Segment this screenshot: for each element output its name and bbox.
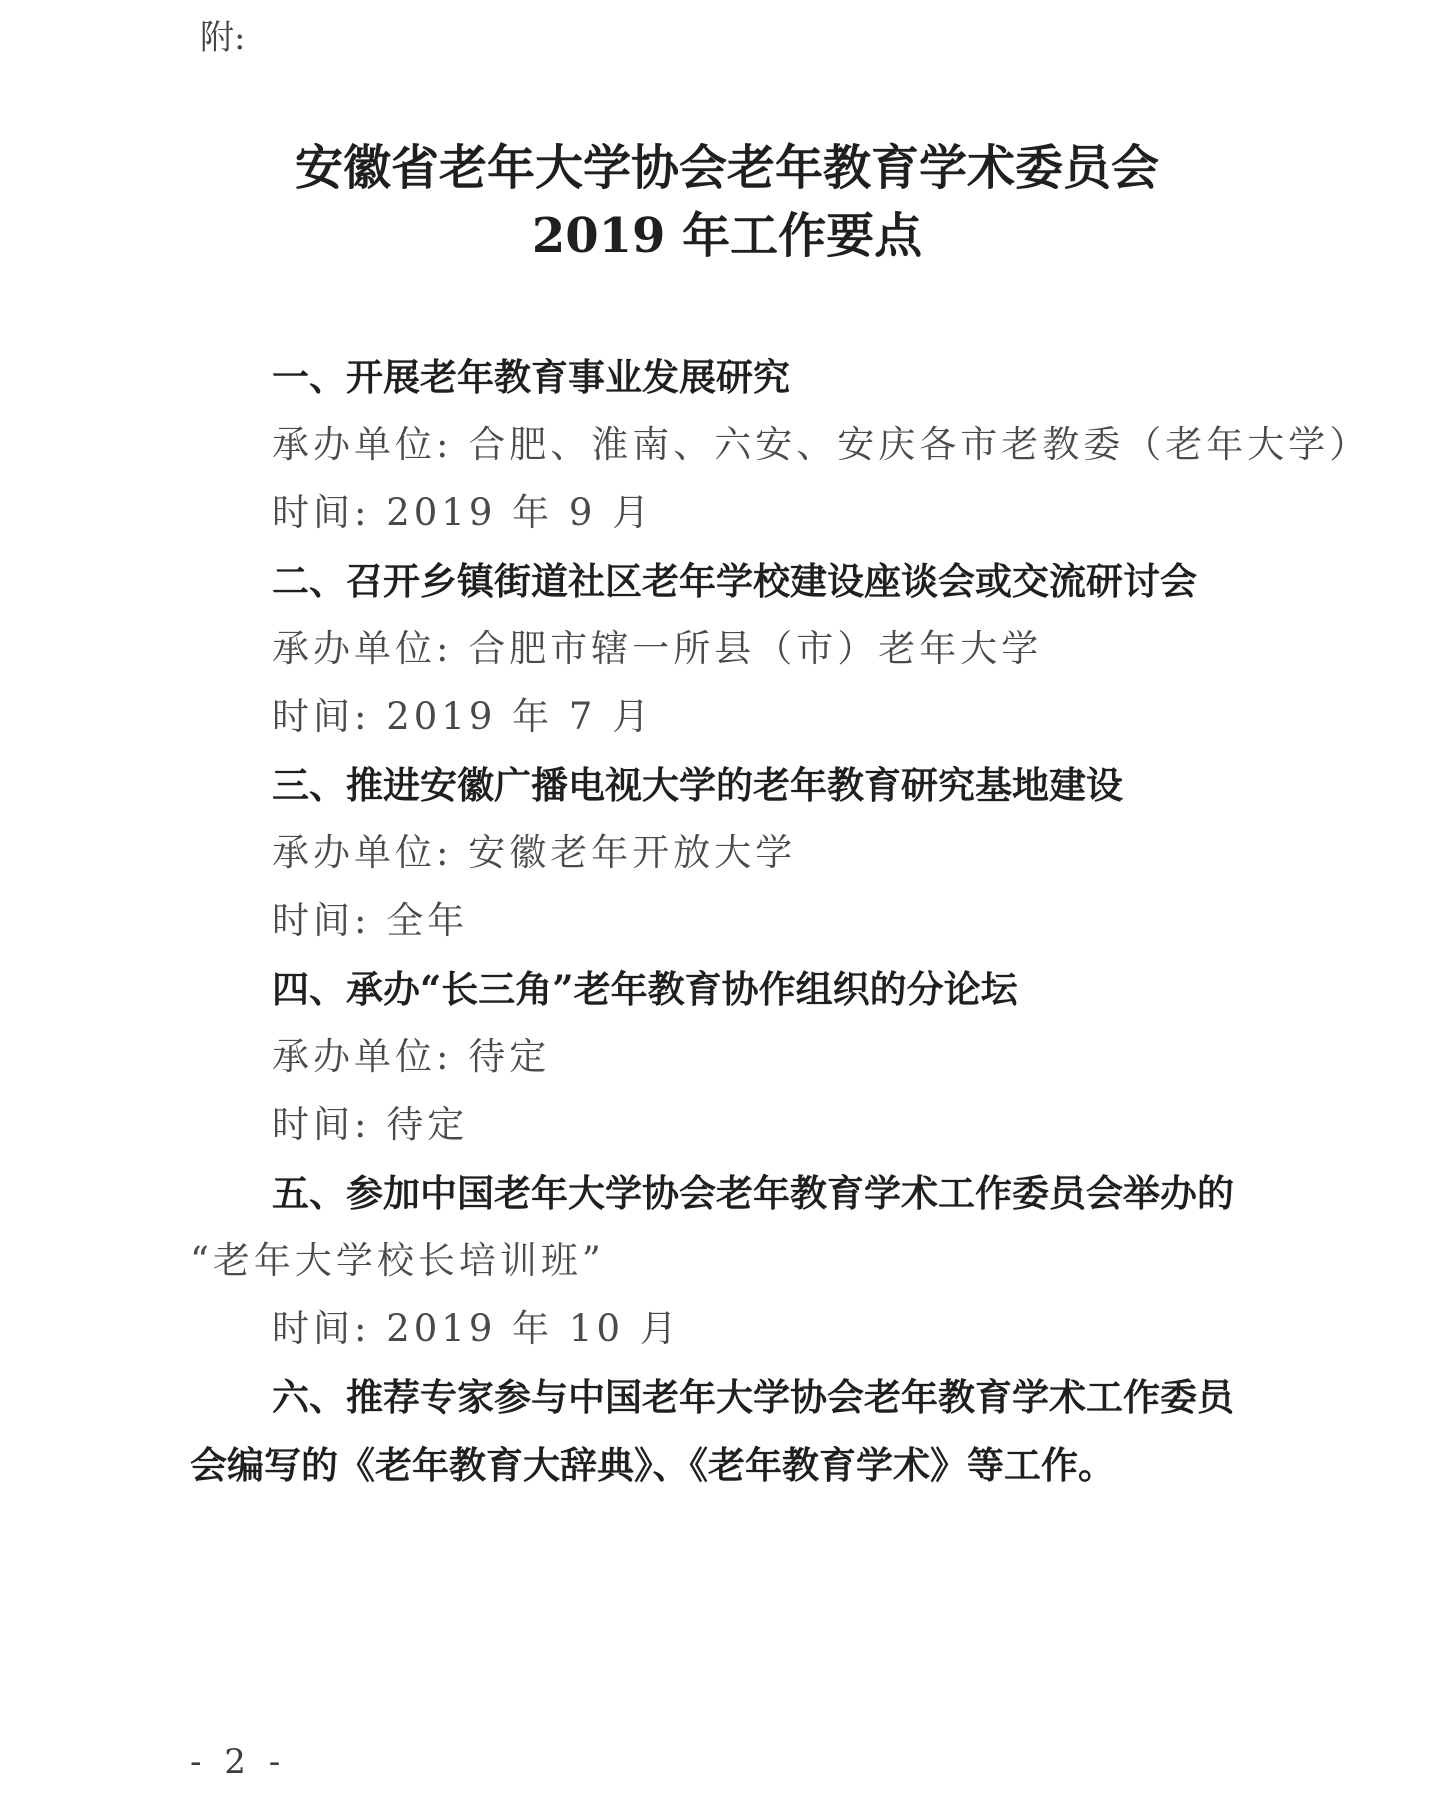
item-4-time: 时间: 待定 xyxy=(272,1103,469,1146)
item-2-time: 时间: 2019 年 7 月 xyxy=(272,695,654,738)
item-1-organizer: 承办单位: 合肥、淮南、六安、安庆各市老教委（老年大学） xyxy=(272,423,1371,466)
item-5-heading: 五、参加中国老年大学协会老年教育学术工作委员会举办的 xyxy=(272,1171,1234,1215)
document-title-line-1: 安徽省老年大学协会老年教育学术委员会 xyxy=(294,140,1159,196)
item-5-heading-continued: “老年大学校长培训班” xyxy=(190,1239,605,1282)
item-1-time: 时间: 2019 年 9 月 xyxy=(272,491,654,534)
page-number: - 2 - xyxy=(190,1742,287,1782)
item-2-organizer: 承办单位: 合肥市辖一所县（市）老年大学 xyxy=(272,627,1043,670)
item-3-heading: 三、推进安徽广播电视大学的老年教育研究基地建设 xyxy=(272,763,1123,807)
item-6-heading: 六、推荐专家参与中国老年大学协会老年教育学术工作委员 xyxy=(272,1375,1234,1419)
document-title-line-2: 2019 年工作要点 xyxy=(531,208,923,264)
item-3-organizer: 承办单位: 安徽老年开放大学 xyxy=(272,831,797,874)
attachment-label: 附: xyxy=(200,18,246,58)
item-2-heading: 二、召开乡镇街道社区老年学校建设座谈会或交流研讨会 xyxy=(272,559,1197,603)
item-5-time: 时间: 2019 年 10 月 xyxy=(272,1307,681,1350)
item-3-time: 时间: 全年 xyxy=(272,899,469,942)
item-6-heading-continued: 会编写的《老年教育大辞典》、《老年教育学术》等工作。 xyxy=(190,1443,1115,1487)
item-4-organizer: 承办单位: 待定 xyxy=(272,1035,551,1078)
item-1-heading: 一、开展老年教育事业发展研究 xyxy=(272,355,790,399)
item-4-heading: 四、承办“长三角”老年教育协作组织的分论坛 xyxy=(272,967,1018,1011)
